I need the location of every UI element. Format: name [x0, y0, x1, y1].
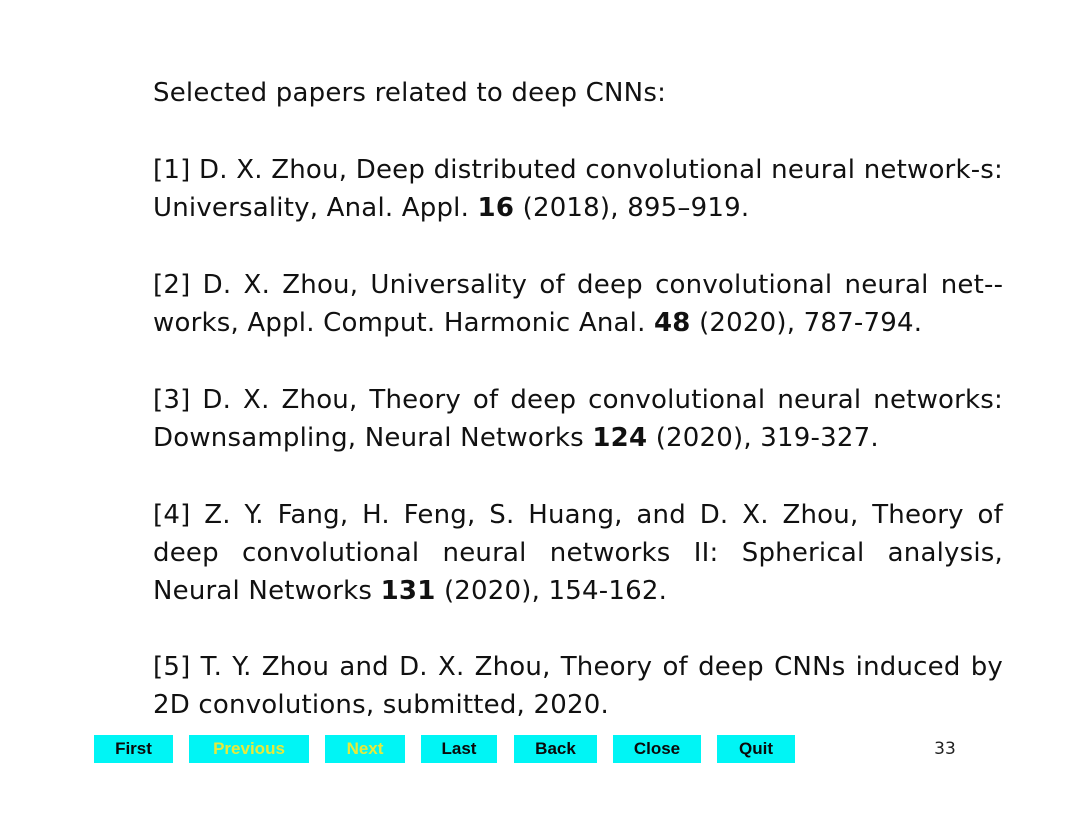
page-number: 33: [934, 739, 956, 759]
reference-2-text: [2] D. X. Zhou, Universality of deep convolutional neural net-works, Appl. Comput. Harmonic Anal.: [153, 270, 1003, 338]
reference-4-text: [4] Z. Y. Fang, H. Feng, S. Huang, and D. X. Zhou, Theory of deep convolutional neural networks II: Spherical analysis, Neural Networks: [153, 500, 1003, 606]
reference-2: [153, 266, 1003, 342]
reference-3-volume: 124: [592, 423, 648, 453]
reference-4: [153, 496, 1003, 610]
reference-3-details: (2020), 319-327.: [647, 423, 879, 453]
reference-2-volume: 48: [654, 308, 691, 338]
first-button[interactable]: First: [94, 735, 173, 763]
reference-1-volume: 16: [477, 193, 515, 223]
reference-1-text: [1] D. X. Zhou, Deep distributed convolutional neural network-s: Universality, Anal. Appl.: [153, 155, 1003, 223]
close-button[interactable]: Close: [613, 735, 701, 763]
previous-button[interactable]: Previous: [189, 735, 309, 763]
reference-4-details: (2020), 154-162.: [435, 576, 668, 606]
slide-heading: Selected papers related to deep CNNs:: [153, 78, 667, 108]
reference-1-details: (2018), 895–919.: [514, 193, 750, 223]
navigation-bar: [0, 735, 1080, 765]
reference-2-details: (2020), 787-794.: [690, 308, 923, 338]
reference-5: [153, 648, 1003, 724]
last-button[interactable]: Last: [421, 735, 497, 763]
next-button[interactable]: Next: [325, 735, 405, 763]
reference-1: [153, 151, 1003, 227]
reference-5-text: [5] T. Y. Zhou and D. X. Zhou, Theory of deep CNNs induced by 2D convolutions, submitted, 2020.: [153, 652, 1003, 720]
quit-button[interactable]: Quit: [717, 735, 795, 763]
reference-4-volume: 131: [380, 576, 436, 606]
reference-3-text: [3] D. X. Zhou, Theory of deep convolutional neural networks: Downsampling, Neural Networks: [153, 385, 1003, 453]
back-button[interactable]: Back: [514, 735, 597, 763]
reference-3: [153, 381, 1003, 457]
